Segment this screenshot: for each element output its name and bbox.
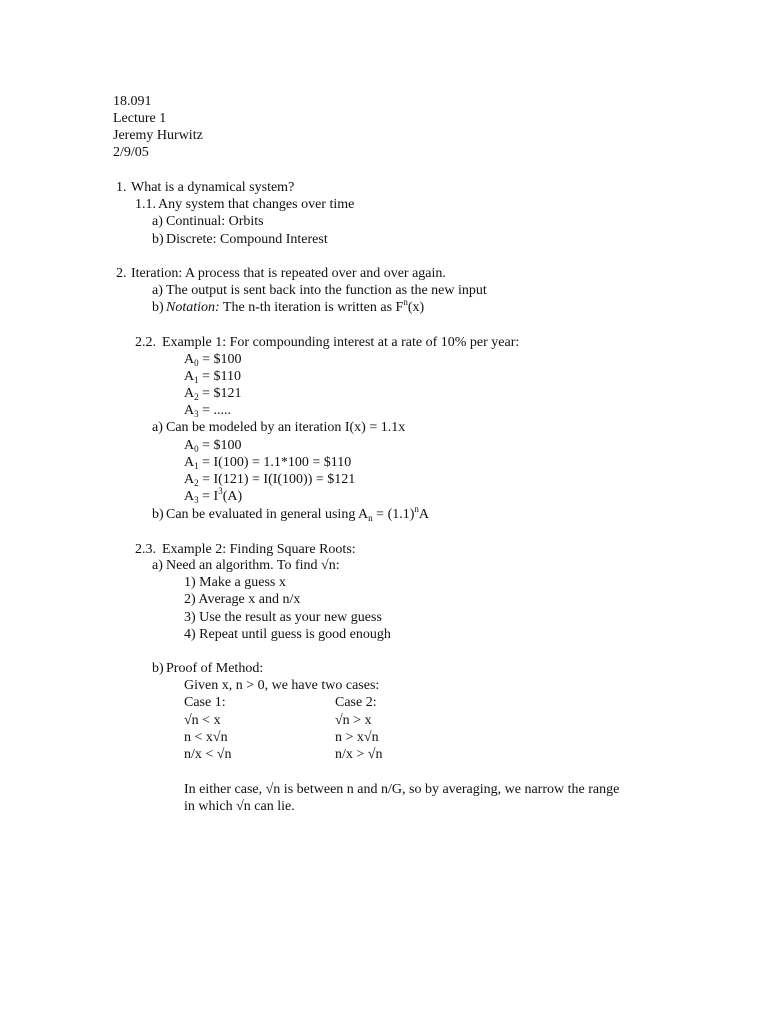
case-2-line: √n > x [335,713,372,728]
example-2-b-text: Proof of Method: [166,661,264,676]
example-1-row-a0: $A_0$ = $100 [184,352,242,368]
case-1-line: n < x√n [184,730,228,745]
model-row-a2: $A_2 = I(121) = I(I(100))$ = $121 [184,472,356,488]
example-2-a-label: a) [152,558,163,573]
example-1-b-label: b) [152,507,164,522]
algorithm-step: 4) Repeat until guess is good enough [184,627,391,642]
section-2-b-label: b) [152,300,164,315]
example-2-b-label: b) [152,661,164,676]
algorithm-step: 1) Make a guess x [184,575,286,590]
section-1-title: What is a dynamical system? [131,180,295,195]
section-1-a-text: Continual: Orbits [166,214,264,229]
example-1-b-text: Can be evaluated in general using $A_n = (1.1)^nA$ [166,504,430,523]
section-2-a-label: a) [152,283,163,298]
course-number: 18.091 [113,94,152,109]
lecture-date: 2/9/05 [113,145,149,160]
model-row-a0: $A_0$ = $100 [184,438,242,454]
conclusion-line-2: in which √n can lie. [184,799,295,814]
section-1-b-label: b) [152,232,164,247]
section-2-b-line [166,299,424,317]
model-row-a1: $A_1 = I(100) = 1.1*100$ = $110 [184,455,352,471]
section-1-a-label: a) [152,214,163,229]
section-2-title: Iteration: A process that is repeated over and over again. [131,266,446,281]
example-2-number: 2.3. [135,542,156,557]
example-2-title: Example 2: Finding Square Roots: [162,542,356,557]
case-2-line: n > x√n [335,730,379,745]
example-2-a-text: Need an algorithm. To find √n: [166,558,340,573]
example-1-row-a2: $A_2$ = $121 [184,386,242,402]
algorithm-step: 2) Average x and n/x [184,592,301,607]
notation-label: Notation: [166,300,220,315]
example-1-row-a1: $A_1$ = $110 [184,369,242,385]
section-1-number: 1. [116,180,127,195]
notation-text: The n-th iteration is written as F [222,300,404,315]
example-1-a-text: Can be modeled by an iteration I(x) = 1.1x [166,420,406,435]
example-1-title: Example 1: For compounding interest at a rate of 10% per year: [162,335,520,350]
case-1-title: Case 1: [184,695,226,710]
case-1-line: n/x < √n [184,747,232,762]
conclusion-line-1: In either case, √n is between n and n/G, so by averaging, we narrow the range [184,782,620,797]
case-1-line: √n < x [184,713,221,728]
section-1-1-number: 1.1. [135,197,156,212]
case-2-line: n/x > √n [335,747,383,762]
notation-superscript: n [403,297,408,307]
example-1-a-label: a) [152,420,163,435]
lecture-title: Lecture 1 [113,111,167,126]
author-name: Jeremy Hurwitz [113,128,203,143]
example-1-row-a3: $A_3$ = ..... [184,403,232,419]
algorithm-step: 3) Use the result as your new guess [184,610,382,625]
example-1-number: 2.2. [135,335,156,350]
section-2-number: 2. [116,266,127,281]
section-2-a-text: The output is sent back into the function as the new input [166,283,487,298]
proof-given: Given x, n > 0, we have two cases: [184,678,380,693]
case-2-title: Case 2: [335,695,377,710]
section-1-1-text: Any system that changes over time [158,197,355,212]
model-row-a3: $A_3 = I^3(A)$ [184,486,243,505]
section-1-b-text: Discrete: Compound Interest [166,232,328,247]
notation-tail: (x) [407,300,425,315]
